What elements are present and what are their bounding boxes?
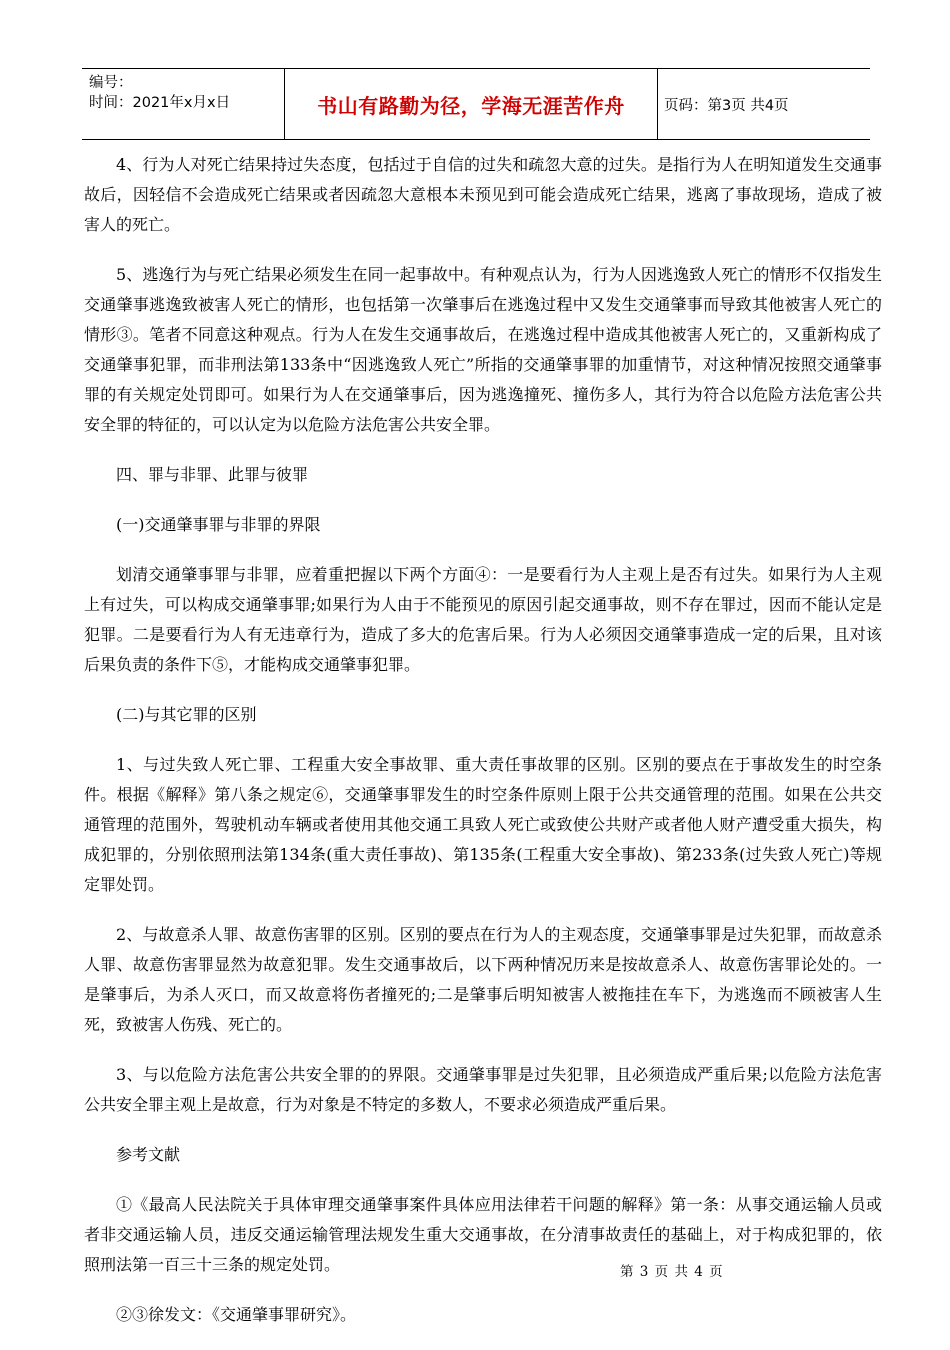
section-heading-crime-boundaries: 四、罪与非罪、此罪与彼罪 <box>116 465 309 484</box>
paragraph-distinction-1: 1、与过失致人死亡罪、工程重大安全事故罪、重大责任事故罪的区别。区别的要点在于事故发生的时空条件。根据《解释》第八条之规定⑥，交通肇事罪发生的时空条件原则上限于公共交通管理的范围。如果在公共交通管理的范围外，驾驶机动车辆或者使用其他交通工具致人死亡或致使公共财产或者他人财产遭受重大损失，构成犯罪的，分别依照刑法第134条(重大责任事故)、第135条(工程重大安全事故)、第233条(过失致人死亡)等规定罪处罚。 <box>84 755 882 894</box>
header-meta <box>82 69 285 139</box>
paragraph-distinction-2: 2、与故意杀人罪、故意伤害罪的区别。区别的要点在行为人的主观态度，交通肇事罪是过失犯罪，而故意杀人罪、故意伤害罪显然为故意犯罪。发生交通事故后，以下两种情况历来是按故意杀人、故意伤害罪论处的。一是肇事后，为杀人灭口，而又故意将伤者撞死的;二是肇事后明知被害人被拖挂在车下，为逃逸而不顾被害人生死，致被害人伤残、死亡的。 <box>84 925 882 1034</box>
page-footer: 第 3 页 共 4 页 <box>620 1264 724 1280</box>
paragraph-distinction-3: 3、与以危险方法危害公共安全罪的的界限。交通肇事罪是过失犯罪，且必须造成严重后果;以危险方法危害公共安全罪主观上是故意，行为对象是不特定的多数人，不要求必须造成严重后果。 <box>84 1065 882 1114</box>
paragraph-crime-vs-noncrime: 划清交通肇事罪与非罪，应着重把握以下两个方面④：一是要看行为人主观上是否有过失。如果行为人主观上有过失，可以构成交通肇事罪;如果行为人由于不能预见的原因引起交通事故，则不存在罪过，因而不能认定是犯罪。二是要看行为人有无违章行为，造成了多大的危害后果。行为人必须因交通肇事造成一定的后果，且对该后果负责的条件下⑤，才能构成交通肇事犯罪。 <box>84 565 882 674</box>
header-page-info: 页码：第3页 共4页 <box>664 97 789 114</box>
references-heading: 参考文献 <box>116 1145 181 1164</box>
subsection-heading-1: (一)交通肇事罪与非罪的界限 <box>116 515 321 534</box>
header-motto: 书山有路勤为径，学海无涯苦作舟 <box>285 69 658 139</box>
paragraph-4-negligence: 4、行为人对死亡结果持过失态度，包括过于自信的过失和疏忽大意的过失。是指行为人在明知道发生交通事故后，因轻信不会造成死亡结果或者因疏忽大意根本未预见到可能会造成死亡结果，逃离了事故现场，造成了被害人的死亡。 <box>84 155 882 234</box>
subsection-heading-2: (二)与其它罪的区别 <box>116 705 257 724</box>
reference-1: ①《最高人民法院关于具体审理交通肇事案件具体应用法律若干问题的解释》第一条：从事交通运输人员或者非交通运输人员，违反交通运输管理法规发生重大交通事故，在分清事故责任的基础上，对于构成犯罪的，依照刑法第一百三十三条的规定处罚。 <box>84 1195 882 1274</box>
page-header <box>82 68 870 140</box>
document-number: 编号： <box>89 75 133 91</box>
document-body <box>84 150 882 1350</box>
paragraph-5-same-accident: 5、逃逸行为与死亡结果必须发生在同一起事故中。有种观点认为，行为人因逃逸致人死亡的情形不仅指发生交通肇事逃逸致被害人死亡的情形，也包括第一次肇事后在逃逸过程中又发生交通肇事而导致其他被害人死亡的情形③。笔者不同意这种观点。行为人在发生交通事故后，在逃逸过程中造成其他被害人死亡的，又重新构成了交通肇事犯罪，而非刑法第133条中“因逃逸致人死亡”所指的交通肇事罪的加重情节，对这种情况按照交通肇事罪的有关规定处罚即可。如果行为人在交通肇事后，因为逃逸撞死、撞伤多人，其行为符合以危险方法危害公共安全罪的特征的，可以认定为以危险方法危害公共安全罪。 <box>84 265 882 434</box>
document-time: 时间：2021年x月x日 <box>89 95 231 111</box>
reference-2-3: ②③徐发文：《交通肇事罪研究》。 <box>116 1305 357 1324</box>
